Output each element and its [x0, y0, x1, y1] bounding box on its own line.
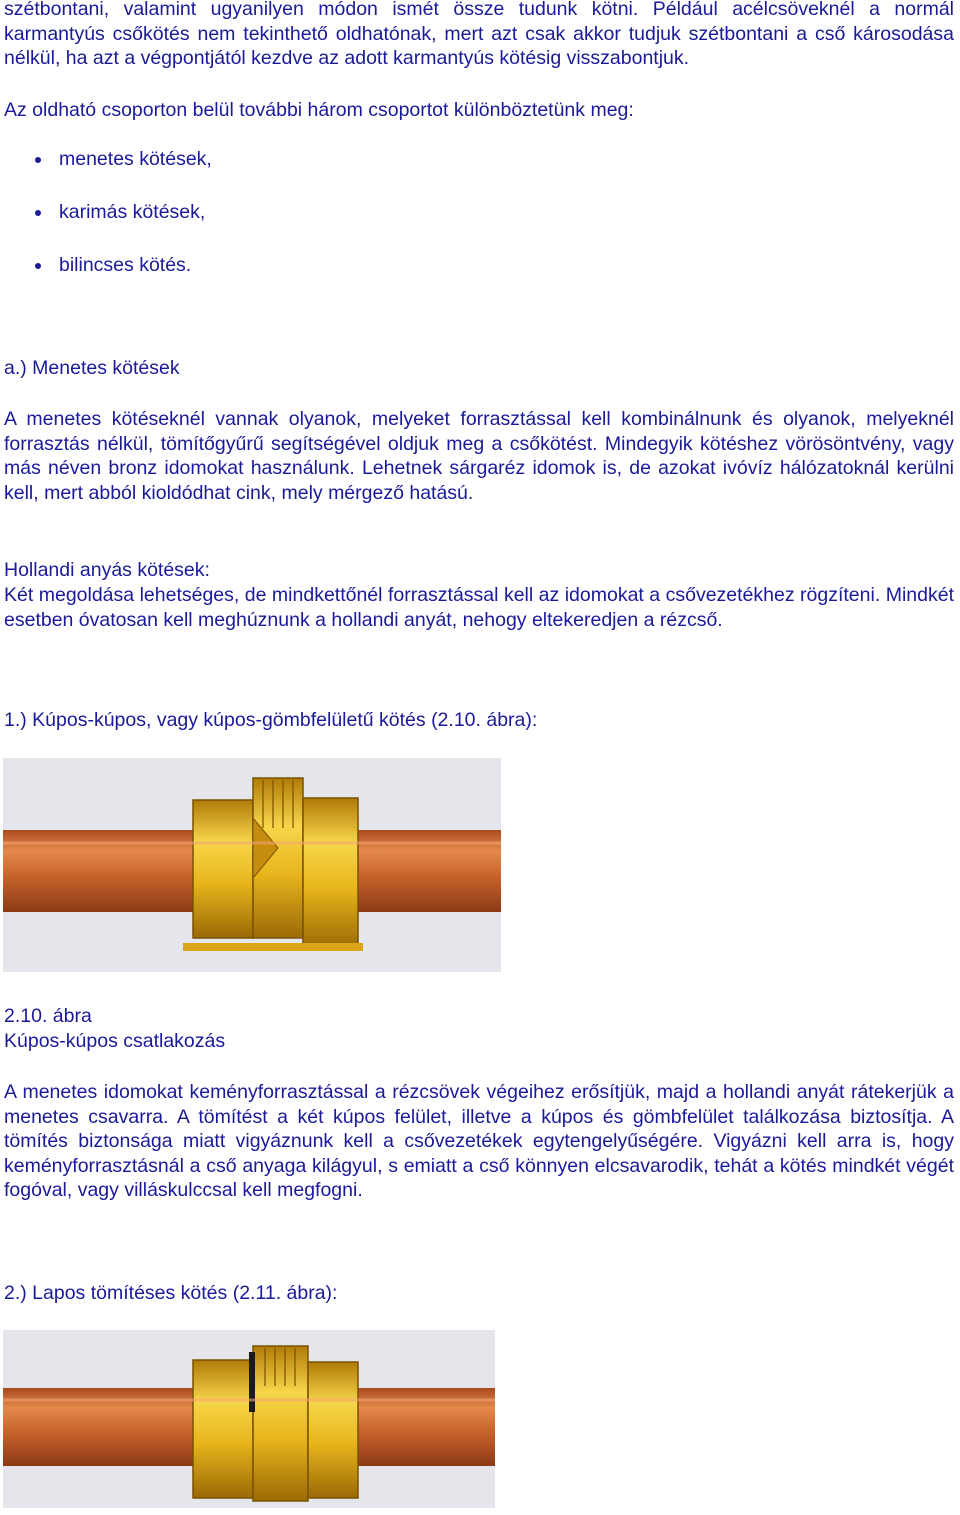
bullet-dot-icon [35, 157, 41, 163]
figure1-number: 2.10. ábra [4, 1005, 92, 1027]
figure1-paragraph: A menetes idomokat keményforrasztással a rézcsövek végeihez erősítjük, majd a hollandi anyát rátekerjük a menetes csavarra. A tömítést a két kúpos felület, illetve a kúpos és gömbfelület találkozása biztosítja. A tömítés biztonsága miatt vigyáznunk kell a csővezetékek egytengelyűségére. Vigyázni kell arra is, hogy keményforrasztásnál a cső anyaga kilágyul, s emiatt a cső könnyen elcsavarodik, tehát a kötés mindkét végét fogóval, vagy villáskulccsal kell megfogni. [4, 1081, 954, 1201]
intro-paragraph: szétbontani, valamint ugyanilyen módon ismét össze tudunk kötni. Például acélcsöveknél a normál karmantyús csőkötés nem tekinthető oldhatónak, mert azt csak akkor tudjuk szétbontani a cső károsodása nélkül, ha azt a végpontjától kezdve az adott karmantyús kötésig visszabontjuk. [4, 0, 954, 69]
bullet-dot-icon [35, 263, 41, 269]
figure-cone-cone-union [3, 758, 501, 972]
figure1-caption: Kúpos-kúpos csatlakozás [4, 1030, 226, 1052]
bullet-dot-icon [35, 210, 41, 216]
holland-title: Hollandi anyás kötések: [4, 559, 210, 581]
bullet-item: menetes kötések, [4, 147, 212, 200]
bullet-item: bilincses kötés. [4, 253, 212, 306]
cone-cone-union-icon [3, 758, 501, 972]
holland-paragraph: Két megoldása lehetséges, de mindkettőnél forrasztással kell az idomokat a csővezetékhez rögzíteni. Mindkét esetben óvatosan kell meghúznunk a hollandi anyát, nehogy eltekeredjen a rézcső. [4, 584, 954, 631]
section-a-paragraph: A menetes kötéseknél vannak olyanok, melyeket forrasztással kell kombinálnunk és olyanok, melyeknél forrasztás nélkül, tömítőgyűrű segítségével oldjuk meg a csőkötést. Mindegyik kötéshez vörösöntvény, vagy más néven bronz idomokat használunk. Lehetnek sárgaréz idomok is, de azokat ivóvíz hálózatoknál kerülni kell, mert abból kioldódhat cink, mely mérgező hatású. [4, 408, 954, 504]
bullet-list [4, 147, 212, 306]
item2-title: 2.) Lapos tömítéses kötés (2.11. ábra): [4, 1282, 338, 1304]
flat-gasket-union-icon [3, 1330, 495, 1508]
figure-flat-gasket-union [3, 1330, 495, 1508]
section-a-title: a.) Menetes kötések [4, 357, 180, 379]
item1-title: 1.) Kúpos-kúpos, vagy kúpos-gömbfelületű kötés (2.10. ábra): [4, 709, 538, 731]
group-intro: Az oldható csoporton belül további három csoportot különböztetünk meg: [4, 99, 634, 121]
bullet-item: karimás kötések, [4, 200, 212, 253]
